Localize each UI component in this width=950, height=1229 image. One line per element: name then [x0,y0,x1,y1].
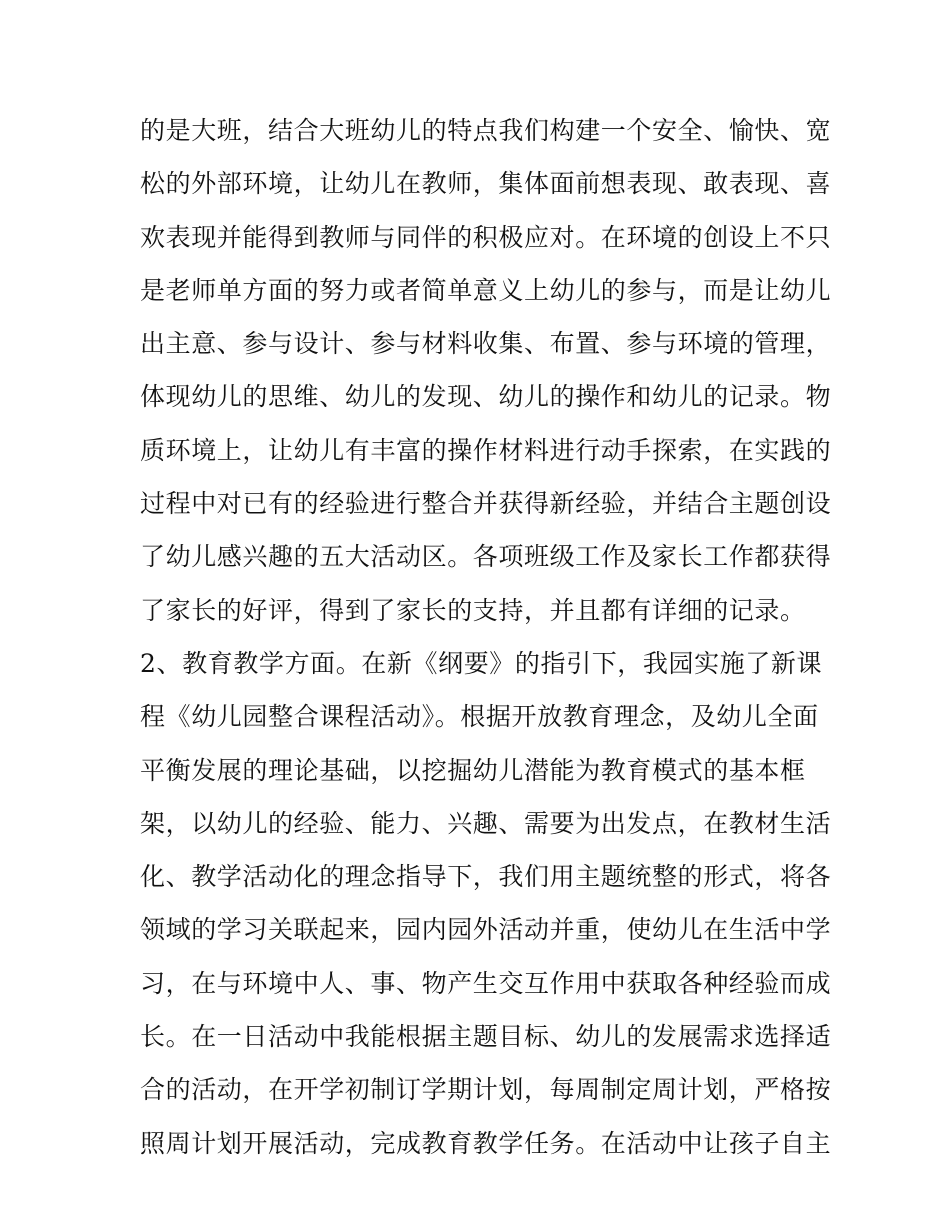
text-line: 松的外部环境，让幼儿在教师，集体面前想表现、敢表现、喜 [140,169,832,199]
text-line: 长。在一日活动中我能根据主题目标、幼儿的发展需求选择适 [140,1022,832,1052]
body-text [140,104,832,1170]
text-line: 照周计划开展活动，完成教育教学任务。在活动中让孩子自主 [140,1128,832,1158]
text-line: 的是大班，结合大班幼儿的特点我们构建一个安全、愉快、宽 [140,116,832,145]
section-heading-line: 2、教育教学方面。在新《纲要》的指引下，我园实施了新课 [140,648,823,678]
text-line: 质环境上，让幼儿有丰富的操作材料进行动手探索，在实践的 [140,435,832,465]
text-line: 合的活动，在开学初制订学期计划，每周制定周计划，严格按 [140,1075,832,1105]
text-line: 体现幼儿的思维、幼儿的发现、幼儿的操作和幼儿的记录。物 [140,382,832,412]
text-line: 习，在与环境中人、事、物产生交互作用中获取各种经验而成 [140,968,832,998]
text-line: 领域的学习关联起来，园内园外活动并重，使幼儿在生活中学 [140,915,832,945]
text-line: 平衡发展的理论基础，以挖掘幼儿潜能为教育模式的基本框 [140,755,806,785]
text-line: 化、教学活动化的理念指导下，我们用主题统整的形式，将各 [140,862,832,892]
text-line: 过程中对已有的经验进行整合并获得新经验，并结合主题创设 [140,489,832,519]
text-line: 出主意、参与设计、参与材料收集、布置、参与环境的管理， [140,329,832,359]
text-line: 了幼儿感兴趣的五大活动区。各项班级工作及家长工作都获得 [140,542,832,572]
text-line: 了家长的好评，得到了家长的支持，并且都有详细的记录。 [140,595,806,625]
text-line: 架，以幼儿的经验、能力、兴趣、需要为出发点，在教材生活 [140,808,832,838]
text-line: 是老师单方面的努力或者简单意义上幼儿的参与，而是让幼儿 [140,275,832,305]
text-line: 程《幼儿园整合课程活动》。根据开放教育理念，及幼儿全面 [140,702,819,732]
text-line: 欢表现并能得到教师与同伴的积极应对。在环境的创设上不只 [140,222,832,252]
